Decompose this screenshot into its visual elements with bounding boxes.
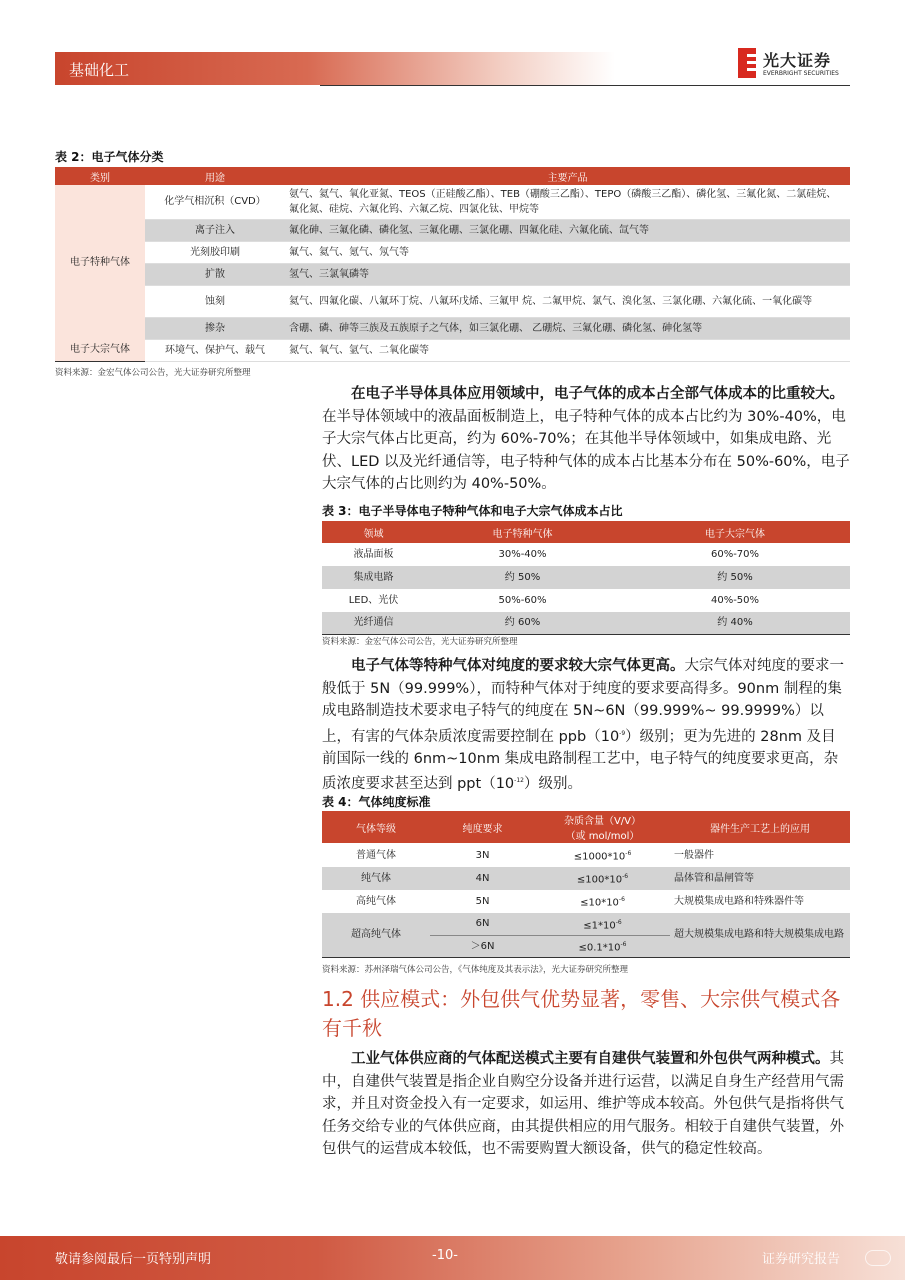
logo-text-cn: 光大证券 [763,51,832,70]
table2-products: 氟化砷、三氟化磷、磷化氢、三氟化硼、三氯化硼、四氟化硅、六氟化硫、氙气等 [285,219,850,241]
exponent: -6 [615,918,622,926]
logo-mark-icon [738,48,756,78]
table2-products: 含硼、磷、砷等三族及五族原子之气体，如三氯化硼、 乙硼烷、三氟化硼、磷化氢、砷化氢等 [285,317,850,339]
exponent: -6 [622,873,629,881]
table2-use: 光刻胶印刷 [145,241,285,263]
table3-cell: 约 50% [620,566,850,589]
header-rule [320,85,850,86]
table4 [322,811,850,958]
table4-purity: ＞6N [430,935,535,957]
table2-products: 氨气、氦气、氧化亚氮、TEOS（正硅酸乙酯）、TEB（硼酸三乙酯）、TEPO（磷酸三乙酯）、磷化氢、三氟化氮、二氯硅烷、氟化氮、硅烷、六氟化钨、六氟乙烷、四氯化钛、甲烷等 [285,185,850,219]
table3-header-bulk: 电子大宗气体 [620,521,850,543]
paragraph-lead: 工业气体供应商的气体配送模式主要有自建供气装置和外包供气两种模式。 [351,1051,830,1067]
watermark-icon [865,1250,891,1266]
paragraph-body: 在半导体领域中的液晶面板制造上，电子特种气体的成本占比约为 30%-40%，电子大宗气体占比更高，约为 60%-70%；在其他半导体领域中，如集成电路、光伏、LED 以及光纤通信等，电子特种气体的成本占比基本分布在 50%-60%，电子大宗气体的占比则约为 40%-50%。 [322,408,850,492]
table4-impurity-value: ≤10*10 [580,897,619,909]
table4-impurity [535,867,670,890]
table2-use: 环境气、保护气、载气 [145,339,285,361]
table4-impurity [535,843,670,867]
paragraph-supply-mode [322,1048,850,1161]
paragraph-body: ）级别；更为先进的 28nm 及目前国际一线的 6nm~10nm 集成电路制程工艺中，电子特气的纯度要求更高，杂质浓度要求甚至达到 ppt（10 [322,728,839,793]
paragraph-body: 其中，自建供气装置是指企业自购空分设备并进行运营，以满足自身生产经营用气需求，并且对资金投入有一定要求，如运用、维护等成本较高。外包供气是指将供气任务交给专业的气体供应商，由其提供相应的用气服务。相较于自建供气装置，外包供气的运营成本较低，也不需要购置大额设备，供气的稳定性较高。 [322,1051,844,1157]
table2 [55,167,850,362]
footer-disclaimer: 敬请参阅最后一页特别声明 [55,1252,212,1267]
table2-products: 氦气、四氟化碳、八氟环丁烷、八氟环戊烯、三氟甲 烷、二氟甲烷、氯气、溴化氢、三氯化硼、六氟化硫、一氧化碳等 [285,285,850,317]
table2-products: 氮气、氧气、氩气、二氧化碳等 [285,339,850,361]
table4-purity: 4N [430,867,535,890]
footer-page-number: -10- [432,1248,458,1263]
table2-use: 掺杂 [145,317,285,339]
table3-cell: 50%-60% [498,595,547,606]
table4-purity: 5N [475,896,490,907]
table4-impurity [535,890,670,913]
table4-application: 晶体管和晶闸管等 [670,867,850,890]
table4-purity: 6N [430,913,535,935]
table3-source: 资料来源：金宏气体公司公告，光大证券研究所整理 [322,637,518,647]
table3 [322,521,850,635]
table3-cell: 集成电路 [322,566,425,589]
table4-title: 表 4：气体纯度标准 [322,795,431,809]
table4-impurity [535,935,670,957]
header-band [55,52,615,85]
header-section-title: 基础化工 [69,61,130,79]
table2-header-use: 用途 [145,167,285,185]
footer-band [0,1236,905,1280]
exponent: -6 [618,896,625,904]
table3-cell: 30%-40% [498,549,547,560]
table2-source: 资料来源：金宏气体公司公告，光大证券研究所整理 [55,368,251,378]
table4-purity: 3N [475,849,490,861]
table4-grade: 高纯气体 [356,896,396,907]
exponent: -9 [619,729,626,737]
table4-header-grade: 气体等级 [322,811,430,843]
table4-application: 超大规模集成电路和特大规模集成电路 [670,913,850,957]
paragraph-cost-share [322,383,850,496]
brand-logo [738,45,850,81]
table4-header-impurity [535,811,670,843]
table3-cell: 约 40% [620,612,850,634]
table3-title: 表 3：电子半导体电子特种气体和电子大宗气体成本占比 [322,504,623,518]
table4-application: 大规模集成电路和特殊器件等 [674,896,804,907]
table3-header-special: 电子特种气体 [425,521,620,543]
table4-header-purity: 纯度要求 [430,811,535,843]
table3-cell: 液晶面板 [353,549,394,560]
table2-products: 氟气、氦气、氪气、氖气等 [285,241,850,263]
table4-grade: 纯气体 [322,867,430,890]
exponent: -12 [514,777,524,785]
section-heading: 1.2 供应模式：外包供气优势显著，零售、大宗供气模式各有千秋 [322,987,841,1040]
table4-source: 资料来源：苏州泽瑞气体公司公告，《气体纯度及其表示法》，光大证券研究所整理 [322,965,629,975]
table2-title: 表 2：电子气体分类 [55,150,164,164]
exponent: -6 [625,849,632,857]
table2-use: 离子注入 [145,219,285,241]
paragraph-body: 大宗气体对纯度的要求一般低于 5N（99.999%），而特种气体对于纯度的要求要高得多。90nm 制程的集成电路制造技术要求电子特气的纯度在 5N~6N（99.999%~ 99.9999%）以上，有害的气体杂质浓度需要控制在 ppb（10 [322,658,844,745]
table3-cell: 约 50% [425,566,620,589]
table4-header-impurity-line1: 杂质含量（V/V） [563,816,642,827]
table4-impurity-value: ≤1000*10 [573,851,626,863]
table4-header-impurity-line2: （或 mol/mol） [565,831,640,842]
exponent: -6 [620,940,627,948]
table4-grade: 超高纯气体 [322,913,430,957]
table2-use: 化学气相沉积（CVD） [145,185,285,219]
table3-cell: 约 60% [425,612,620,634]
table3-cell: 40%-50% [710,595,760,606]
table4-header-application: 器件生产工艺上的应用 [670,811,850,843]
paragraph-lead: 在电子半导体具体应用领域中，电子气体的成本占全部气体成本的比重较大。 [351,386,844,402]
paragraph-lead: 电子气体等特种气体对纯度的要求较大宗气体更高。 [351,658,685,674]
table2-use: 蚀刻 [145,285,285,317]
table4-application: 一般器件 [674,849,714,861]
logo-text-en: EVERBRIGHT SECURITIES [763,70,839,77]
footer-report-type: 证券研究报告 [762,1252,841,1267]
table2-group-bulk: 电子大宗气体 [55,339,145,361]
table2-products: 氢气、三氯氧磷等 [285,263,850,285]
table3-cell: LED、光伏 [348,595,399,606]
table3-cell: 光纤通信 [322,612,425,634]
table4-impurity [535,913,670,935]
table4-grade: 普通气体 [356,849,396,861]
paragraph-purity [322,655,850,796]
table2-header-products: 主要产品 [285,167,850,185]
table4-impurity-value: ≤100*10 [576,874,623,886]
table4-impurity-value: ≤1*10 [583,919,616,931]
table2-header-category: 类别 [55,167,145,185]
table2-use: 扩散 [145,263,285,285]
paragraph-body: ）级别。 [523,776,582,793]
table3-header-field: 领域 [322,521,425,543]
table4-impurity-value: ≤0.1*10 [578,942,621,954]
table2-group-special: 电子特种气体 [55,185,145,339]
table3-cell: 60%-70% [710,549,760,560]
